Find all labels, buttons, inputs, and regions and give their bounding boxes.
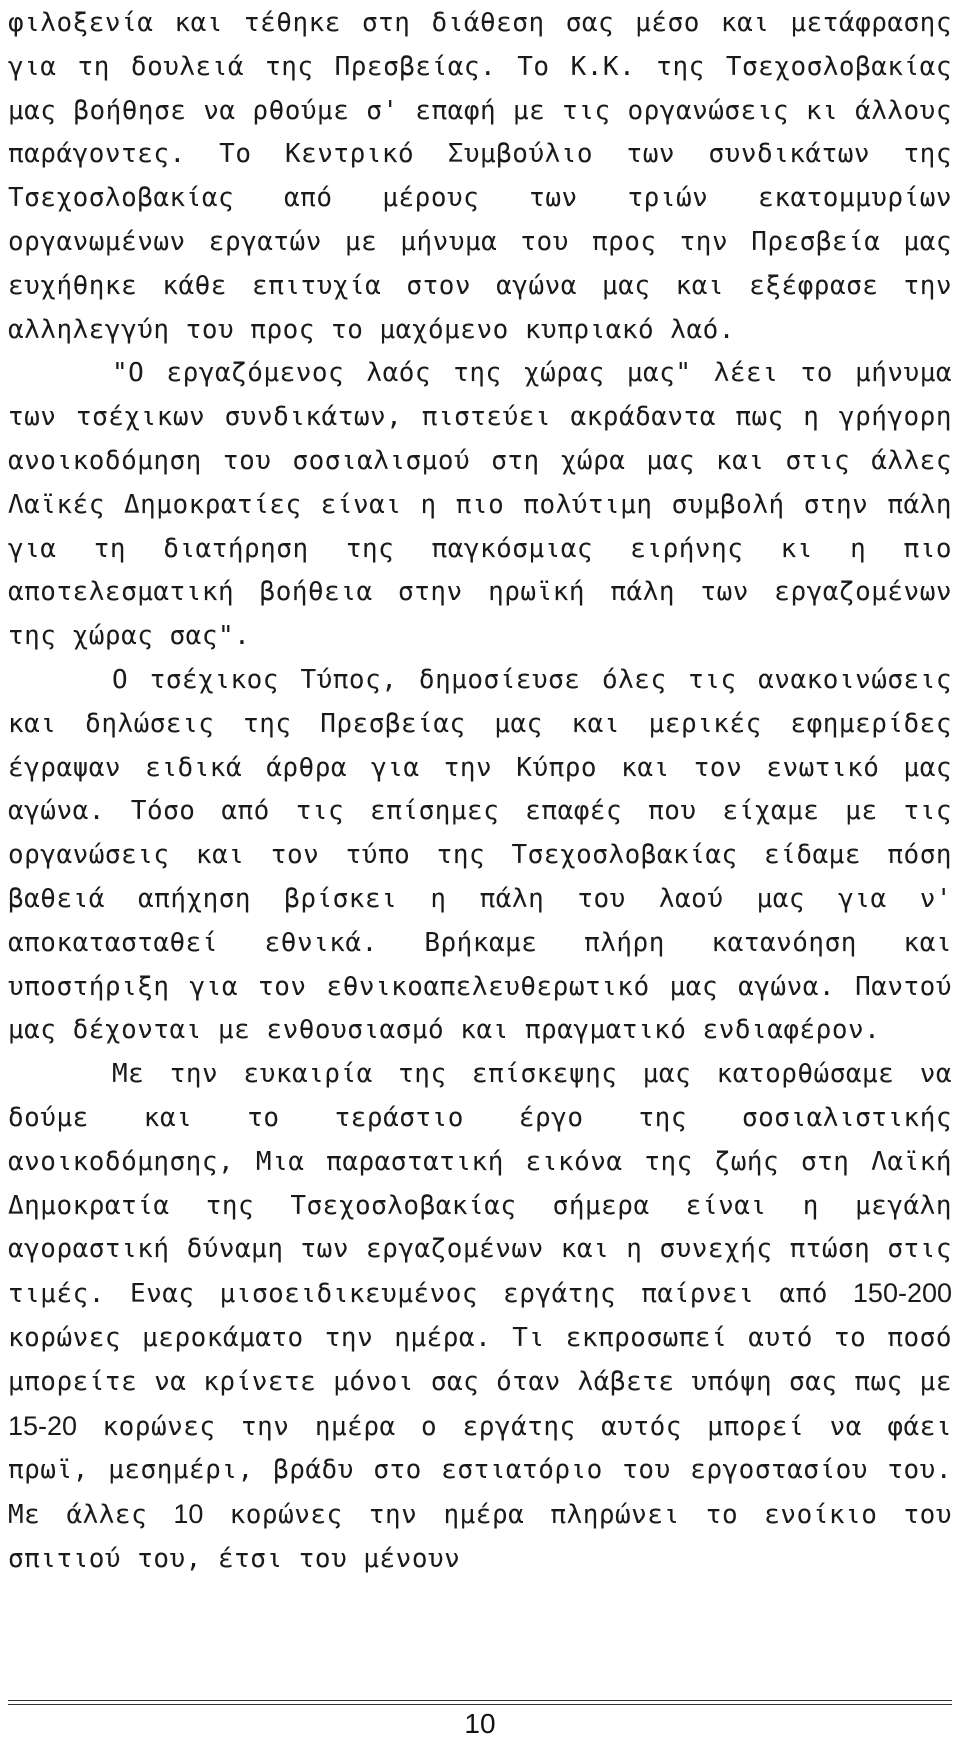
footer-rule [8,1700,952,1705]
paragraph [8,659,952,1053]
paragraph-text: "Ο εργαζόμενος λαός της χώρας μας" λέει το μήνυμα των τσέχικων συνδικάτων, πιστεύει ακράδαντα πως η γρήγορη ανοικοδόμηση του σοσιαλισμού στη χώρα μας και στις άλλες Λαϊκές Δημοκρατίες είναι η πιο πολύτιμη συμβολή στην πάλη για τη διατήρηση της παγκόσμιας ειρήνης κι η πιο αποτελεσματική βοήθεια στην ηρωϊκή πάλη των εργαζομένων της χώρας σας". [8,358,952,652]
document-page [8,0,952,1742]
paragraph-text: κορώνες μεροκάματο την ημέρα. Τι εκπροσωπεί αυτό το ποσό μπορείτε να κρίνετε μόνοι σας όταν λάβετε υπόψη σας πως με [8,1322,952,1397]
paragraph-text: Με την ευκαιρία της επίσκεψης μας κατορθώσαμε να δούμε και το τεράστιο έργο της σοσιαλιστικής ανοικοδόμησης, Μια παραστατική εικόνα της ζωής στη Λαϊκή Δημοκρατία της Τσεχοσλοβακίας σήμερα είναι η μεγάλη αγοραστική δύναμη των εργαζομένων και η συνεχής πτώση στις τιμές. Ενας μισοειδικευμένος εργάτης παίρνει από [8,1059,952,1310]
paragraph-text: κορώνες την ημέρα ο εργάτης αυτός μπορεί να φάει πρωϊ, μεσημέρι, βράδυ στο εστιατόριο του εργοστασίου του. Με άλλες [8,1411,952,1531]
paragraph-text: Ο τσέχικος Τύπος, δημοσίευσε όλες τις ανακοινώσεις και δηλώσεις της Πρεσβείας μας και μερικές εφημερίδες έγραψαν ειδικά άρθρα για την Κύπρο και τον ενωτικό μας αγώνα. Τόσο από τις επίσημες επαφές που είχαμε με τις οργανώσεις και τον τύπο της Τσεχοσλοβακίας είδαμε πόση βαθειά απήχηση βρίσκει η πάλη του λαού μας για ν' αποκατασταθεί εθνικά. Βρήκαμε πλήρη κατανόηση και υποστήριξη για τον εθνικοαπελευθερωτικό μας αγώνα. Παντού μας δέχονται με ενθουσιασμό και πραγματικό ενδιαφέρον. [8,664,952,1046]
paragraph-text: φιλοξενία και τέθηκε στη διάθεση σας μέσο και μετάφρασης για τη δουλειά της Πρεσβείας. Το Κ.Κ. της Τσεχοσλοβακίας μας βοήθησε να ρθούμε σ' επαφή με τις οργανώσεις κι άλλους παράγοντες. Το Κεντρικό Συμβούλιο των συνδικάτων της Τσεχοσλοβακίας από μέρους των τριών εκατομμυρίων οργανωμένων εργατών με μήνυμα του προς την Πρεσβεία μας ευχήθηκε κάθε επιτυχία στον αγώνα μας και εξέφρασε την αλληλεγγύη του προς το μαχόμενο κυπριακό λαό. [8,8,952,345]
paragraph [8,352,952,659]
number-text: 150-200 [852,1278,952,1309]
number-text: 10 [173,1499,204,1530]
number-text: 15-20 [8,1410,78,1441]
paragraph [8,1053,952,1582]
paragraph [8,2,952,352]
body-text [8,0,952,1582]
page-number: 10 [464,1708,496,1739]
paragraph-text: κορώνες την ημέρα πληρώνει το ενοίκιο του σπιτιού του, έτσι του μένουν [8,1500,952,1574]
